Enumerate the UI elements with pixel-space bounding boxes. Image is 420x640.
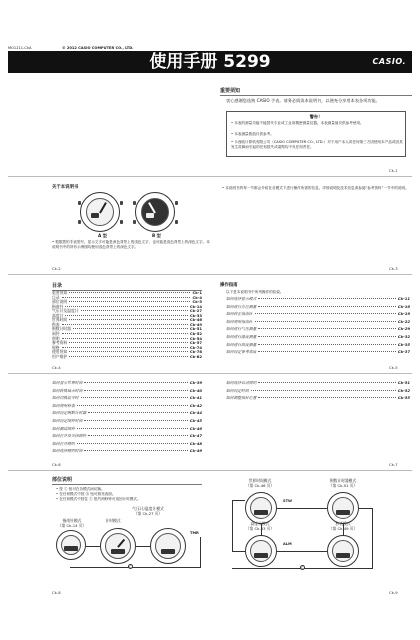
warning-item: • 本表的测量功能不能替代专业或工业用精密测量仪器。本表测量值仅供参考使用。 <box>231 121 364 125</box>
toc-entry-page: Ck-29 <box>397 326 410 332</box>
leader-dots <box>62 338 188 339</box>
toc-entry-page: Ck-40 <box>189 387 202 393</box>
mode-label-world-time: 世界时间模式 （第 Ck-46 页） <box>245 478 275 488</box>
toc-entry[interactable] <box>226 320 410 325</box>
leader-dots <box>65 315 187 316</box>
toc-entry-label: 世界时间 <box>52 317 68 323</box>
ops-subheading: 以下是本说明书中所列操作的检索。 <box>226 290 284 294</box>
leader-dots <box>77 443 188 444</box>
leader-dots <box>62 333 188 334</box>
toc-entry[interactable] <box>52 449 202 454</box>
about-bullet: • 本说明书的每一节都会介绍在各模式下进行操作所需的信息。详细说明及技术信息请参阅“参考资料”一节中的说明。 <box>222 186 409 190</box>
toc-entry-page: Ck-78 <box>189 349 202 355</box>
copyright-notice: © 2012 CASIO COMPUTER CO., LTD. <box>62 46 134 50</box>
toc-entry-label: 如何转换城市时间 <box>52 387 83 393</box>
toc-entry[interactable] <box>226 396 410 401</box>
leader-dots <box>69 342 188 343</box>
mode-flow-arrow <box>232 551 245 552</box>
leader-dots <box>65 306 187 307</box>
toc-entry-page: Ck-42 <box>189 402 202 408</box>
toc-entry-label: 倒数计时器 <box>52 326 71 332</box>
altimeter-mode-watch <box>245 535 277 567</box>
leader-dots <box>258 344 395 345</box>
toc-entry-label: 如何打开照明 <box>52 440 75 446</box>
parts-bullet: • 在任何模式中按住 Ⓒ 钮约两秒钟可返回计时模式。 <box>56 497 141 501</box>
toc-entry[interactable] <box>226 350 410 355</box>
toc-entry-label: 高度计 <box>52 312 64 318</box>
page-number: Ck-8 <box>52 590 61 595</box>
leader-dots <box>258 328 395 329</box>
leader-dots <box>69 319 188 320</box>
toc-entry-label: 秒表 <box>52 321 60 327</box>
toc-entry-label: 如何进行方位测量 <box>226 303 257 309</box>
toc-entry[interactable] <box>52 404 202 409</box>
toc-entry-page: Ck-74 <box>189 344 202 350</box>
toc-entry-page: Ck-37 <box>397 349 410 355</box>
section-heading-important: 重要须知 <box>220 88 241 94</box>
toc-entry[interactable] <box>52 411 202 416</box>
page-divider <box>8 274 412 275</box>
toc-entry-label: 规格 <box>52 344 60 350</box>
leader-dots <box>251 390 396 391</box>
toc-entry-label: 如何使用指南针 <box>226 318 253 324</box>
toc-entry-page: Ck-4 <box>192 294 202 300</box>
toc-entry[interactable] <box>52 434 202 439</box>
toc-entry-page: Ck-46 <box>189 317 202 323</box>
toc-entry-page: Ck-51 <box>397 380 410 385</box>
watch-type-a-illustration <box>80 192 120 232</box>
toc-entry-label: 如何设定时间 <box>226 387 249 393</box>
toc-entry-page: Ck-46 <box>189 425 202 431</box>
timekeeping-mode-watch <box>100 528 136 564</box>
toc-entry-page: Ck-48 <box>189 440 202 446</box>
mode-code-stopwatch: STW <box>283 499 293 503</box>
leader-dots <box>84 390 187 391</box>
toc-entry[interactable] <box>226 389 410 394</box>
warning-box <box>226 111 406 157</box>
toc-entry-label: 使用须知 <box>52 349 68 355</box>
leader-dots <box>81 310 188 311</box>
leader-dots <box>69 292 190 293</box>
toc-entry[interactable] <box>52 419 202 424</box>
section-heading-about: 关于本说明书 <box>52 185 79 190</box>
leader-dots <box>258 298 395 299</box>
toc-entry-label: 如何测试闹铃 <box>52 425 75 431</box>
toc-entry[interactable] <box>52 381 202 386</box>
leader-dots <box>258 306 395 307</box>
mode-label-timekeeping: 计时模式 <box>105 518 121 523</box>
toc-entry-label: 气压计及温度计 <box>52 308 79 314</box>
toc-entry-page: Ck-41 <box>189 395 202 401</box>
leader-dots <box>84 382 187 383</box>
toc-entry[interactable] <box>52 389 202 394</box>
warning-item: • 卡西欧计算机有限公司（CASIO COMPUTER CO., LTD.）对于用户本人或任何第三方因使用本产品或因其发生故障而引起的任何损失或索赔均不负任何责任。 <box>231 140 403 149</box>
toc-entry-page: Ck-45 <box>189 418 202 423</box>
mode-code-alarm: ALM <box>283 542 292 546</box>
toc-entry[interactable] <box>226 335 410 340</box>
toc-entry-page: Ck-33 <box>189 312 202 318</box>
toc-entry-label: 如何选择照明时间 <box>52 448 83 454</box>
mode-flow-arrow <box>136 546 150 547</box>
toc-entry-label: 参考资料 <box>52 340 68 346</box>
toc-entry[interactable] <box>52 442 202 447</box>
toc-entry[interactable] <box>226 297 410 302</box>
page-number: Ck-6 <box>52 462 61 467</box>
mode-label-stopwatch: 秒表模式 （第 Ck-49 页） <box>328 521 358 531</box>
mode-flow-arrow <box>359 508 372 509</box>
page-number: Ck-7 <box>389 462 398 467</box>
toc-entry[interactable] <box>52 355 202 360</box>
leader-dots <box>62 297 191 298</box>
toc-entry[interactable] <box>226 327 410 332</box>
heading-rule <box>220 95 412 96</box>
title-bar <box>8 51 412 73</box>
toc-heading: 目录 <box>52 283 63 289</box>
page-divider <box>8 470 412 471</box>
toc-entry-page: Ck-19 <box>397 311 410 317</box>
toc-entry-page: Ck-14 <box>189 303 202 309</box>
watch-type-b-illustration <box>135 192 175 232</box>
document-code: MO1211-CkA <box>8 46 32 50</box>
page-divider <box>8 176 412 177</box>
page-number: Ck-9 <box>389 590 398 595</box>
toc-entry-label: 如何进行温度测量 <box>226 334 257 339</box>
leader-dots <box>69 356 188 357</box>
warning-item: • 本表测量数值仅供参考。 <box>231 132 274 136</box>
leader-dots <box>258 397 395 398</box>
toc-entry-page: Ck-22 <box>397 318 410 324</box>
toc-entry-page: Ck-27 <box>189 308 202 314</box>
toc-entry-page: Ck-55 <box>397 395 410 401</box>
toc-entry-label: 如何显示世界时间 <box>52 380 83 385</box>
leader-dots <box>255 321 396 322</box>
toc-entry-label: 照明 <box>52 335 60 341</box>
toc-entry[interactable] <box>226 312 410 317</box>
mode-flow-arrow <box>372 508 373 568</box>
parts-heading: 部位说明 <box>52 477 73 483</box>
leader-dots <box>77 405 188 406</box>
mode-flow-arrow <box>277 551 327 552</box>
display-note: • 根据您的手表型号，显示文字可能是深色背景上的浅色文字，也可能是浅色背景上的深色文字。本说明书中的所有示例图均使用浅色背景上的深色文字。 <box>52 240 210 249</box>
leader-dots <box>258 351 395 352</box>
toc-entry-page: Ck-35 <box>397 341 410 347</box>
toc-entry-page: Ck-44 <box>189 410 202 416</box>
leader-dots <box>84 450 187 451</box>
page-number: Ck-3 <box>389 266 398 271</box>
toc-entry-page: Ck-54 <box>189 335 202 341</box>
toc-entry-page: Ck-16 <box>397 303 410 309</box>
page-divider <box>8 373 412 374</box>
toc-entry-page: Ck-52 <box>397 387 410 393</box>
leader-dots <box>69 301 190 302</box>
page-number: Ck-2 <box>52 266 61 271</box>
toc-entry-label: 如何设定闹铃时间 <box>52 418 83 423</box>
heading-rule <box>52 484 202 485</box>
parts-bullet: • 在任何模式中按 Ⓑ 钮可照亮表面。 <box>56 492 116 496</box>
toc-entry[interactable] <box>52 427 202 432</box>
mode-flow-arrow <box>232 500 233 551</box>
label-type-a: A 型 <box>98 233 107 238</box>
toc-entry-label: 如何调整指针位置 <box>226 395 257 401</box>
toc-entry-page: Ck-1 <box>192 290 202 295</box>
leader-dots <box>62 324 188 325</box>
toc-entry-page: Ck-32 <box>397 334 410 339</box>
brand-logo: CASIO. <box>372 57 406 66</box>
toc-entry-label: 如何设定参考高度 <box>226 349 257 355</box>
toc-entry-label: 如何使用秒表 <box>52 402 75 408</box>
leader-dots <box>77 428 188 429</box>
leader-dots <box>73 328 188 329</box>
toc-entry[interactable] <box>226 381 410 386</box>
barometer-mode-watch <box>150 528 186 564</box>
toc-entry-label: 如何打开及关闭闹铃 <box>52 433 87 439</box>
toc-entry-page: Ck-5 <box>192 299 202 305</box>
toc-entry-label: 指南针 <box>52 303 64 309</box>
toc-entry[interactable] <box>52 396 202 401</box>
leader-dots <box>69 351 188 352</box>
toc-entry-label: 如何进行气压测量 <box>226 326 257 332</box>
document-title: 使用手册 5299 <box>149 52 271 72</box>
ops-heading: 操作指南 <box>220 283 238 288</box>
button-c-icon: C <box>129 565 132 569</box>
page-number: Ck-1 <box>389 168 398 173</box>
toc-entry-page: Ck-52 <box>189 330 202 336</box>
countdown-mode-watch <box>327 492 359 524</box>
toc-entry-label: 重要须知 <box>52 290 68 295</box>
mode-flow-arrow <box>232 500 245 501</box>
leader-dots <box>88 412 188 413</box>
mode-label-altimeter: 高度计模式 （第 Ck-33 页） <box>245 521 275 531</box>
mode-flow-arrow <box>70 567 201 568</box>
toc-entry-label: 用户维护 <box>52 353 68 359</box>
leader-dots <box>81 397 188 398</box>
toc-entry-label: 部位说明 <box>52 299 68 305</box>
toc-entry-page: Ck-49 <box>189 321 202 327</box>
label-type-b: B 型 <box>152 233 161 238</box>
mode-label-countdown: 倒数计时器模式 （第 Ck-51 页） <box>328 478 358 488</box>
mode-flow-arrow <box>86 546 100 547</box>
world-time-mode-watch <box>245 492 277 524</box>
toc-entry-page: Ck-49 <box>189 448 202 454</box>
toc-entry-page: Ck-82 <box>189 353 202 359</box>
stopwatch-mode-watch <box>327 535 359 567</box>
toc-entry-page: Ck-39 <box>189 380 202 385</box>
toc-entry-label: 如何切换夏令时 <box>52 395 79 401</box>
mode-flow-arrow <box>277 508 327 509</box>
leader-dots <box>84 420 187 421</box>
warning-title: 警告！ <box>309 114 323 119</box>
toc-entry-label: 如何选择自动照明 <box>226 380 257 385</box>
leader-dots <box>255 313 396 314</box>
compass-mode-watch <box>56 530 86 560</box>
toc-entry-page: Ck-51 <box>189 326 202 332</box>
mode-code-countdown: TMR <box>190 531 199 535</box>
toc-entry-label: 如何选择显示模式 <box>226 296 257 301</box>
toc-entry-label: 闹铃 <box>52 330 60 336</box>
leader-dots <box>88 435 188 436</box>
toc-entry-page: Ck-11 <box>397 296 410 301</box>
page-number: Ck-4 <box>52 365 61 370</box>
mode-label-barometer: 气压计/温度计模式 （第 Ck-27 页） <box>132 506 164 516</box>
toc-entry-label: 如何校正指南针 <box>226 311 253 317</box>
toc-entry-page: Ck-57 <box>189 340 202 346</box>
toc-entry[interactable] <box>226 343 410 348</box>
toc-entry[interactable] <box>226 305 410 310</box>
toc-entry-page: Ck-47 <box>189 433 202 439</box>
page-number: Ck-5 <box>389 365 398 370</box>
toc-entry-label: 如何进行高度测量 <box>226 341 257 347</box>
parts-bullet: • 按 Ⓒ 钮可在各模式间切换。 <box>56 487 105 491</box>
leader-dots <box>258 382 395 383</box>
leader-dots <box>62 347 188 348</box>
intro-text: 衷心感谢您选购 CASIO 手表。请务必阅读本说明书，以便充分享用本表各项功能。 <box>226 98 380 103</box>
toc-entry-label: 目录 <box>52 294 60 300</box>
mode-label-compass: 指南针模式 （第 Ck-14 页） <box>57 518 87 528</box>
button-c-icon: C <box>301 566 304 570</box>
toc-entry-label: 如何设定倒数计时器 <box>52 410 87 416</box>
leader-dots <box>258 336 395 337</box>
mode-flow-arrow <box>200 537 201 567</box>
